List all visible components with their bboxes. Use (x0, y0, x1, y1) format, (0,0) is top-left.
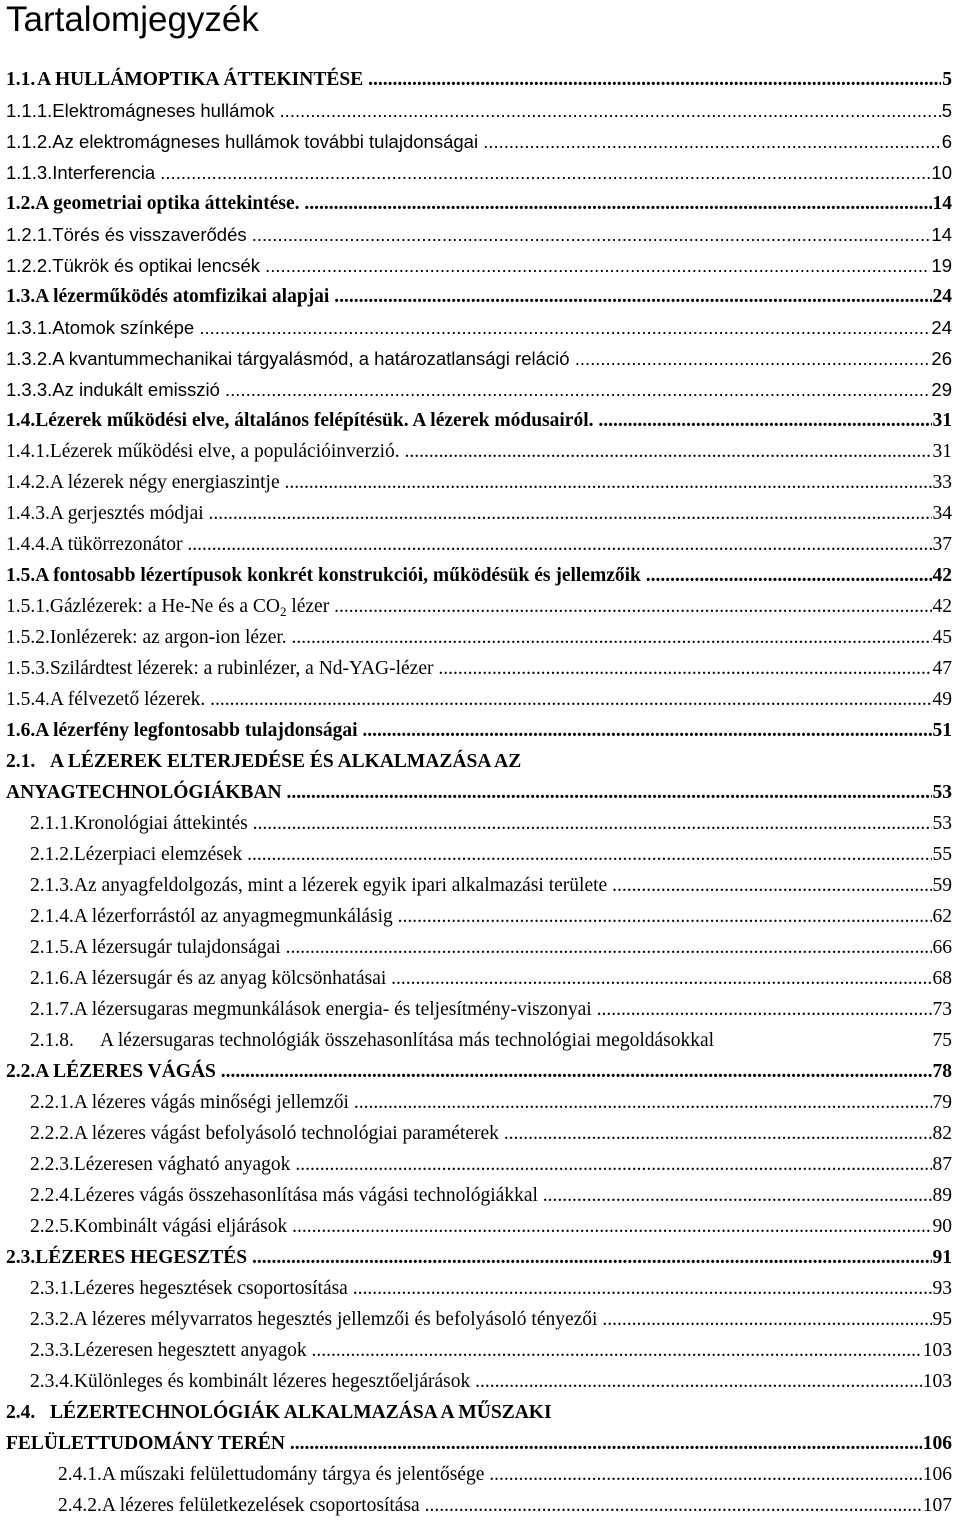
toc-entry-number: 2.2. (6, 1061, 36, 1082)
toc-entry-page: 53 (932, 782, 952, 803)
toc-entry-number: 2.3.2. (30, 1309, 74, 1330)
toc-entry-title (74, 994, 932, 1025)
toc-entry-number: 1.5.4. (6, 689, 50, 710)
table-of-contents (0, 64, 960, 1521)
toc-entry[interactable] (0, 1397, 952, 1428)
toc-entry-line (30, 808, 952, 839)
toc-entry[interactable] (0, 529, 952, 560)
toc-entry[interactable] (0, 312, 952, 343)
toc-entry-page: 6 (941, 131, 952, 152)
toc-entry-number: 1.5.2. (6, 627, 50, 648)
toc-entry-title-text: Lézerek működési elve, a populációinverzió. (49, 441, 400, 462)
toc-entry-number: 2.2.1. (30, 1092, 74, 1113)
toc-entry-page: 24 (931, 317, 952, 338)
toc-entry-title-text: Kronológiai áttekintés (73, 813, 248, 834)
toc-entry-number: 2.2.4. (30, 1185, 74, 1206)
toc-entry-line (30, 901, 952, 932)
toc-entry-title (50, 746, 951, 777)
toc-entry-title (35, 188, 931, 219)
toc-entry-line (58, 1490, 952, 1521)
toc-entry-page: 26 (931, 348, 952, 369)
toc-entry-line (58, 1459, 952, 1490)
toc-entry-line (6, 622, 952, 653)
toc-entry-number: 1.2.1. (6, 224, 53, 245)
toc-entry-page: 14 (931, 224, 952, 245)
toc-entry-line (6, 374, 952, 405)
toc-entry[interactable] (0, 219, 952, 250)
toc-entry-line (6, 684, 952, 715)
toc-entry-number: 2.3. (6, 1247, 36, 1268)
toc-entry-page: 89 (932, 1185, 952, 1206)
toc-entry-page: 14 (932, 193, 952, 214)
toc-entry-page: 95 (932, 1309, 952, 1330)
toc-entry-line (6, 157, 952, 188)
toc-entry-title (74, 1149, 932, 1180)
toc-entry-title-text: A lézeres felületkezelések csoportosítása (101, 1495, 420, 1516)
toc-entry-number: 1.2.2. (6, 255, 53, 276)
toc-entry-number: 2.4.2. (58, 1495, 102, 1516)
toc-entry-number: 2.1.5. (30, 937, 74, 958)
toc-entry-line (6, 715, 952, 746)
toc-entry-number: 1.5.1. (6, 596, 50, 617)
toc-entry-page: 10 (931, 162, 952, 183)
toc-entry[interactable] (0, 963, 952, 994)
toc-entry-title-text: A lézerforrástól az anyagmegmunkálásig (73, 906, 393, 927)
toc-entry[interactable] (0, 188, 952, 219)
toc-entry[interactable] (0, 1118, 952, 1149)
toc-entry-number: 1.1.2. (6, 131, 53, 152)
toc-entry-title-text: Lézeresen hegesztett anyagok (73, 1340, 307, 1361)
toc-entry-page: 62 (932, 906, 952, 927)
toc-entry-title (50, 622, 932, 653)
toc-entry-line (6, 343, 952, 374)
toc-entry[interactable] (0, 932, 952, 963)
toc-entry-page: 5 (941, 100, 952, 121)
toc-entry-page: 66 (932, 937, 952, 958)
toc-entry-title-text: Tükrök és optikai lencsék (52, 255, 260, 276)
toc-entry-title (35, 281, 931, 312)
toc-entry-number: 1.3.3. (6, 379, 53, 400)
toc-entry-title-text: A lézersugár tulajdonságai (73, 937, 281, 958)
toc-entry-number: 1.4.4. (6, 534, 50, 555)
toc-entry-line (6, 1397, 952, 1428)
toc-entry-title (52, 250, 930, 281)
toc-entry-subscript: 2 (279, 604, 287, 619)
toc-entry-title-tail: lézer (286, 596, 330, 617)
toc-entry[interactable] (0, 343, 952, 374)
toc-entry-number: 1.4.2. (6, 472, 50, 493)
toc-entry-page: 75 (932, 1030, 952, 1051)
toc-entry-line (30, 1273, 952, 1304)
toc-entry-title-text: Az anyagfeldolgozás, mint a lézerek egyik ipari alkalmazási területe (73, 875, 608, 896)
toc-entry-title-text: Lézerek működési elve, általános felépítésük. A lézerek módusairól. (35, 410, 594, 431)
toc-entry-title (74, 1304, 932, 1335)
toc-entry[interactable] (0, 1149, 952, 1180)
toc-entry-number: 1.6. (6, 720, 36, 741)
toc-entry-title (74, 1335, 922, 1366)
toc-entry-page: 47 (932, 658, 952, 679)
toc-entry-number: 2.1.2. (30, 844, 74, 865)
toc-entry[interactable] (0, 1180, 952, 1211)
toc-entry-line (6, 250, 952, 281)
toc-entry-title (35, 405, 931, 436)
toc-entry[interactable] (0, 250, 952, 281)
toc-entry-page: 33 (932, 472, 952, 493)
toc-entry-line (6, 1428, 952, 1459)
toc-entry-number: 2.3.4. (30, 1371, 74, 1392)
toc-entry-line (6, 126, 952, 157)
toc-entry-title (52, 343, 930, 374)
toc-entry-page: 55 (932, 844, 952, 865)
toc-entry-page: 42 (932, 565, 952, 586)
toc-entry-title-text: A geometriai optika áttekintése. (35, 193, 300, 214)
toc-entry-title-text: Szilárdtest lézerek: a rubinlézer, a Nd-YAG-lézer (49, 658, 434, 679)
toc-entry-title (74, 1180, 932, 1211)
toc-entry-title (102, 1490, 922, 1521)
toc-entry-line (6, 653, 952, 684)
toc-entry-title-text: A lézersugaras megmunkálások energia- és teljesítmény-viszonyai (73, 999, 592, 1020)
toc-entry-title-text: Kombinált vágási eljárások (73, 1216, 288, 1237)
toc-entry[interactable] (0, 1273, 952, 1304)
toc-entry-number: 2.4. (6, 1402, 36, 1423)
toc-entry-line (30, 1087, 952, 1118)
toc-entry-title-text: A lézersugaras technológiák összehasonlítása más technológiai megoldásokkal (100, 1030, 715, 1051)
toc-entry-page: 59 (932, 875, 952, 896)
toc-entry-number: 1.1.3. (6, 162, 53, 183)
toc-entry-title-text: ANYAGTECHNOLÓGIÁKBAN (6, 782, 282, 803)
toc-entry-title-text: Elektromágneses hullámok (52, 100, 275, 121)
toc-entry-title (74, 1366, 922, 1397)
toc-entry[interactable] (0, 870, 952, 901)
toc-entry[interactable] (0, 777, 952, 808)
toc-entry-line (30, 1211, 952, 1242)
toc-entry-page: 106 (922, 1433, 952, 1454)
toc-entry-title-text: Ionlézerek: az argon-ion lézer. (49, 627, 287, 648)
toc-entry-title (52, 157, 930, 188)
toc-entry-line (6, 591, 952, 622)
toc-entry-number: 2.1.7. (30, 999, 74, 1020)
toc-entry-title (74, 932, 932, 963)
toc-entry-title (35, 1242, 931, 1273)
toc-entry-number: 2.3.3. (30, 1340, 74, 1361)
toc-entry[interactable] (0, 1428, 952, 1459)
toc-entry[interactable] (0, 1211, 952, 1242)
toc-entry-title-text: A HULLÁMOPTIKA ÁTTEKINTÉSE (37, 69, 364, 90)
toc-entry-title (74, 870, 932, 901)
toc-entry-page: 106 (922, 1464, 952, 1485)
toc-entry-title-text: A félvezető lézerek. (49, 689, 206, 710)
toc-entry-title (52, 95, 940, 126)
toc-entry-title (102, 1459, 922, 1490)
toc-entry-title (50, 436, 932, 467)
toc-entry-title (52, 126, 940, 157)
toc-entry-line (30, 839, 952, 870)
toc-entry-title-text: Interferencia (52, 162, 156, 183)
toc-entry-title (37, 64, 941, 95)
toc-entry-line (30, 1304, 952, 1335)
toc-entry-title-text: Lézeresen vágható anyagok (73, 1154, 291, 1175)
toc-entry-page: 79 (932, 1092, 952, 1113)
toc-entry-title-text: Lézerpiaci elemzések (73, 844, 243, 865)
toc-entry-line (30, 870, 952, 901)
toc-entry[interactable] (0, 684, 952, 715)
toc-entry-number: 1.3.1. (6, 317, 53, 338)
toc-entry-title (6, 777, 932, 808)
toc-entry-title-text: A lézerek négy energiaszintje (49, 472, 280, 493)
toc-entry-line (6, 529, 952, 560)
toc-entry-page: 53 (932, 813, 952, 834)
toc-entry-line (6, 498, 952, 529)
toc-entry-number: 2.2.3. (30, 1154, 74, 1175)
toc-entry[interactable] (0, 839, 952, 870)
toc-entry[interactable] (0, 994, 952, 1025)
toc-entry-page: 45 (932, 627, 952, 648)
toc-entry-number: 1.4.1. (6, 441, 50, 462)
toc-entry-title (52, 219, 930, 250)
toc-entry-number: 1.3. (6, 286, 36, 307)
toc-entry-title-text: A lézeres mélyvarratos hegesztés jellemzői és befolyásoló tényezői (73, 1309, 598, 1330)
toc-entry[interactable] (0, 281, 952, 312)
toc-entry-number: 1.3.2. (6, 348, 53, 369)
toc-entry-number: 1.4.3. (6, 503, 50, 524)
page-title: Tartalomjegyzék (6, 0, 259, 39)
toc-entry[interactable] (0, 653, 952, 684)
toc-entry-line (6, 1056, 952, 1087)
toc-entry-line (30, 1118, 952, 1149)
toc-entry-title-text: Különleges és kombinált lézeres hegesztőeljárások (73, 1371, 471, 1392)
toc-entry-number: 2.1.1. (30, 813, 74, 834)
toc-entry-number: 1.5.3. (6, 658, 50, 679)
toc-entry-number: 2.3.1. (30, 1278, 74, 1299)
toc-entry-title (74, 1087, 932, 1118)
toc-entry-page: 42 (932, 596, 952, 617)
toc-entry-page: 91 (932, 1247, 952, 1268)
toc-entry-title (50, 529, 932, 560)
toc-entry-page: 49 (932, 689, 952, 710)
toc-entry-line (30, 994, 952, 1025)
toc-entry-line (6, 64, 952, 95)
toc-entry-page: 37 (932, 534, 952, 555)
toc-entry-line (30, 1366, 952, 1397)
toc-entry-line (30, 1335, 952, 1366)
toc-entry-page: 29 (931, 379, 952, 400)
toc-entry-title-text: Lézeres hegesztések csoportosítása (73, 1278, 348, 1299)
toc-entry-line (30, 963, 952, 994)
toc-entry[interactable] (0, 560, 952, 591)
toc-entry[interactable] (0, 436, 952, 467)
toc-entry-title (50, 591, 932, 622)
toc-entry[interactable] (0, 1242, 952, 1273)
toc-entry-title (35, 715, 931, 746)
toc-entry-title-text: A fontosabb lézertípusok konkrét konstrukciói, működésük és jellemzőik (35, 565, 641, 586)
toc-entry[interactable] (0, 715, 952, 746)
toc-entry[interactable] (0, 1056, 952, 1087)
toc-entry-line (6, 777, 952, 808)
toc-entry-page: 103 (922, 1371, 952, 1392)
toc-entry-title-text: A tükörrezonátor (49, 534, 183, 555)
toc-entry-line (6, 95, 952, 126)
toc-entry-title-text: A műszaki felülettudomány tárgya és jelentősége (101, 1464, 485, 1485)
toc-entry-page: 103 (922, 1340, 952, 1361)
toc-entry-title (74, 1273, 932, 1304)
toc-entry-number: 2.1. (6, 751, 36, 772)
toc-entry-page: 87 (932, 1154, 952, 1175)
toc-entry-title-text: Gázlézerek: a He-Ne és a CO (49, 596, 280, 617)
toc-entry-title (74, 1118, 932, 1149)
toc-entry-number: 1.4. (6, 410, 36, 431)
toc-entry-page: 90 (932, 1216, 952, 1237)
toc-entry-line (6, 467, 952, 498)
toc-entry-title-text: A LÉZEREK ELTERJEDÉSE ÉS ALKALMAZÁSA AZ (50, 751, 522, 772)
toc-entry-number: 2.1.4. (30, 906, 74, 927)
toc-entry[interactable] (0, 157, 952, 188)
toc-entry-title-text: Az elektromágneses hullámok további tulajdonságai (52, 131, 479, 152)
toc-entry-title-text: Atomok színképe (52, 317, 195, 338)
toc-entry[interactable] (0, 498, 952, 529)
toc-entry-title-text: A kvantummechanikai tárgyalásmód, a határozatlansági reláció (52, 348, 570, 369)
toc-entry-number: 2.1.6. (30, 968, 74, 989)
toc-entry-number: 2.2.5. (30, 1216, 74, 1237)
toc-entry-title (6, 1428, 922, 1459)
toc-entry[interactable] (0, 901, 952, 932)
toc-entry-page: 5 (942, 69, 952, 90)
toc-entry[interactable] (0, 374, 952, 405)
toc-entry-line (30, 932, 952, 963)
toc-entry-line (6, 436, 952, 467)
toc-entry-title-text: A lézersugár és az anyag kölcsönhatásai (73, 968, 387, 989)
toc-entry-title-text: A lézeres vágást befolyásoló technológiai paraméterek (73, 1123, 499, 1144)
toc-entry-number: 1.5. (6, 565, 36, 586)
toc-entry-title (50, 1397, 951, 1428)
toc-entry-line (30, 1149, 952, 1180)
toc-entry-title (52, 312, 930, 343)
toc-entry-title (50, 684, 932, 715)
toc-entry-title-text: A lézerfény legfontosabb tulajdonságai (35, 720, 358, 741)
toc-entry[interactable] (0, 467, 952, 498)
toc-entry[interactable] (0, 746, 952, 777)
toc-entry-number: 1.1. (6, 69, 36, 90)
toc-entry-title (50, 467, 932, 498)
toc-entry-page: 78 (932, 1061, 952, 1082)
toc-entry[interactable] (0, 1459, 952, 1490)
toc-entry-page: 82 (932, 1123, 952, 1144)
toc-entry[interactable] (0, 622, 952, 653)
toc-entry-title (74, 963, 932, 994)
toc-entry-title (74, 839, 932, 870)
toc-entry-title (35, 1056, 931, 1087)
toc-entry-title-text: A LÉZERES VÁGÁS (35, 1061, 216, 1082)
toc-entry-number: 1.2. (6, 193, 36, 214)
toc-entry-line (6, 281, 952, 312)
toc-entry-title (74, 901, 932, 932)
toc-entry-page: 31 (932, 441, 952, 462)
toc-entry[interactable] (0, 95, 952, 126)
toc-entry-title (74, 1211, 932, 1242)
toc-entry-title (100, 1025, 932, 1056)
toc-entry[interactable] (0, 808, 952, 839)
toc-entry[interactable] (0, 64, 952, 95)
toc-entry-line (6, 746, 952, 777)
toc-entry-number: 2.4.1. (58, 1464, 102, 1485)
toc-entry-title (50, 498, 932, 529)
toc-entry[interactable] (0, 1366, 952, 1397)
toc-entry-page: 68 (932, 968, 952, 989)
toc-entry-line (30, 1180, 952, 1211)
toc-entry-title-text: LÉZERTECHNOLÓGIÁK ALKALMAZÁSA A MŰSZAKI (50, 1402, 552, 1423)
toc-entry-number: 2.1.8. (30, 1030, 74, 1051)
toc-entry-line (6, 405, 952, 436)
toc-entry-title-text: Az indukált emisszió (52, 379, 220, 400)
toc-entry[interactable] (0, 1490, 952, 1521)
toc-entry-number: 2.1.3. (30, 875, 74, 896)
toc-entry-page: 19 (931, 255, 952, 276)
toc-entry-page: 107 (922, 1495, 952, 1516)
toc-entry-title-text: A lézeres vágás minőségi jellemzői (73, 1092, 349, 1113)
toc-entry-page: 73 (932, 999, 952, 1020)
toc-entry-title (74, 808, 932, 839)
toc-entry-line (30, 1025, 952, 1056)
toc-entry-title-text: Lézeres vágás összehasonlítása más vágási technológiákkal (73, 1185, 538, 1206)
toc-entry[interactable] (0, 591, 952, 622)
toc-entry[interactable] (0, 126, 952, 157)
toc-entry-line (6, 219, 952, 250)
toc-entry-line (6, 1242, 952, 1273)
toc-entry[interactable] (0, 1087, 952, 1118)
toc-entry-line (6, 560, 952, 591)
toc-entry-title (35, 560, 931, 591)
toc-entry-title (52, 374, 930, 405)
toc-entry[interactable] (0, 405, 952, 436)
toc-entry-title-text: LÉZERES HEGESZTÉS (35, 1247, 248, 1268)
toc-entry[interactable] (0, 1304, 952, 1335)
toc-entry-title-text: A lézerműködés atomfizikai alapjai (35, 286, 330, 307)
toc-entry-page: 51 (932, 720, 952, 741)
toc-entry[interactable] (0, 1335, 952, 1366)
toc-entry-line (6, 188, 952, 219)
toc-entry-line (6, 312, 952, 343)
toc-entry-page: 34 (932, 503, 952, 524)
toc-entry[interactable] (0, 1025, 952, 1056)
toc-entry-number: 1.1.1. (6, 100, 53, 121)
toc-entry-number: 2.2.2. (30, 1123, 74, 1144)
toc-entry-title-text: Törés és visszaverődés (52, 224, 247, 245)
toc-entry-title-text: A gerjesztés módjai (49, 503, 204, 524)
toc-entry-page: 24 (932, 286, 952, 307)
toc-entry-page: 93 (932, 1278, 952, 1299)
toc-entry-title-text: FELÜLETTUDOMÁNY TERÉN (6, 1433, 285, 1454)
toc-entry-title (50, 653, 932, 684)
toc-entry-page: 31 (932, 410, 952, 431)
